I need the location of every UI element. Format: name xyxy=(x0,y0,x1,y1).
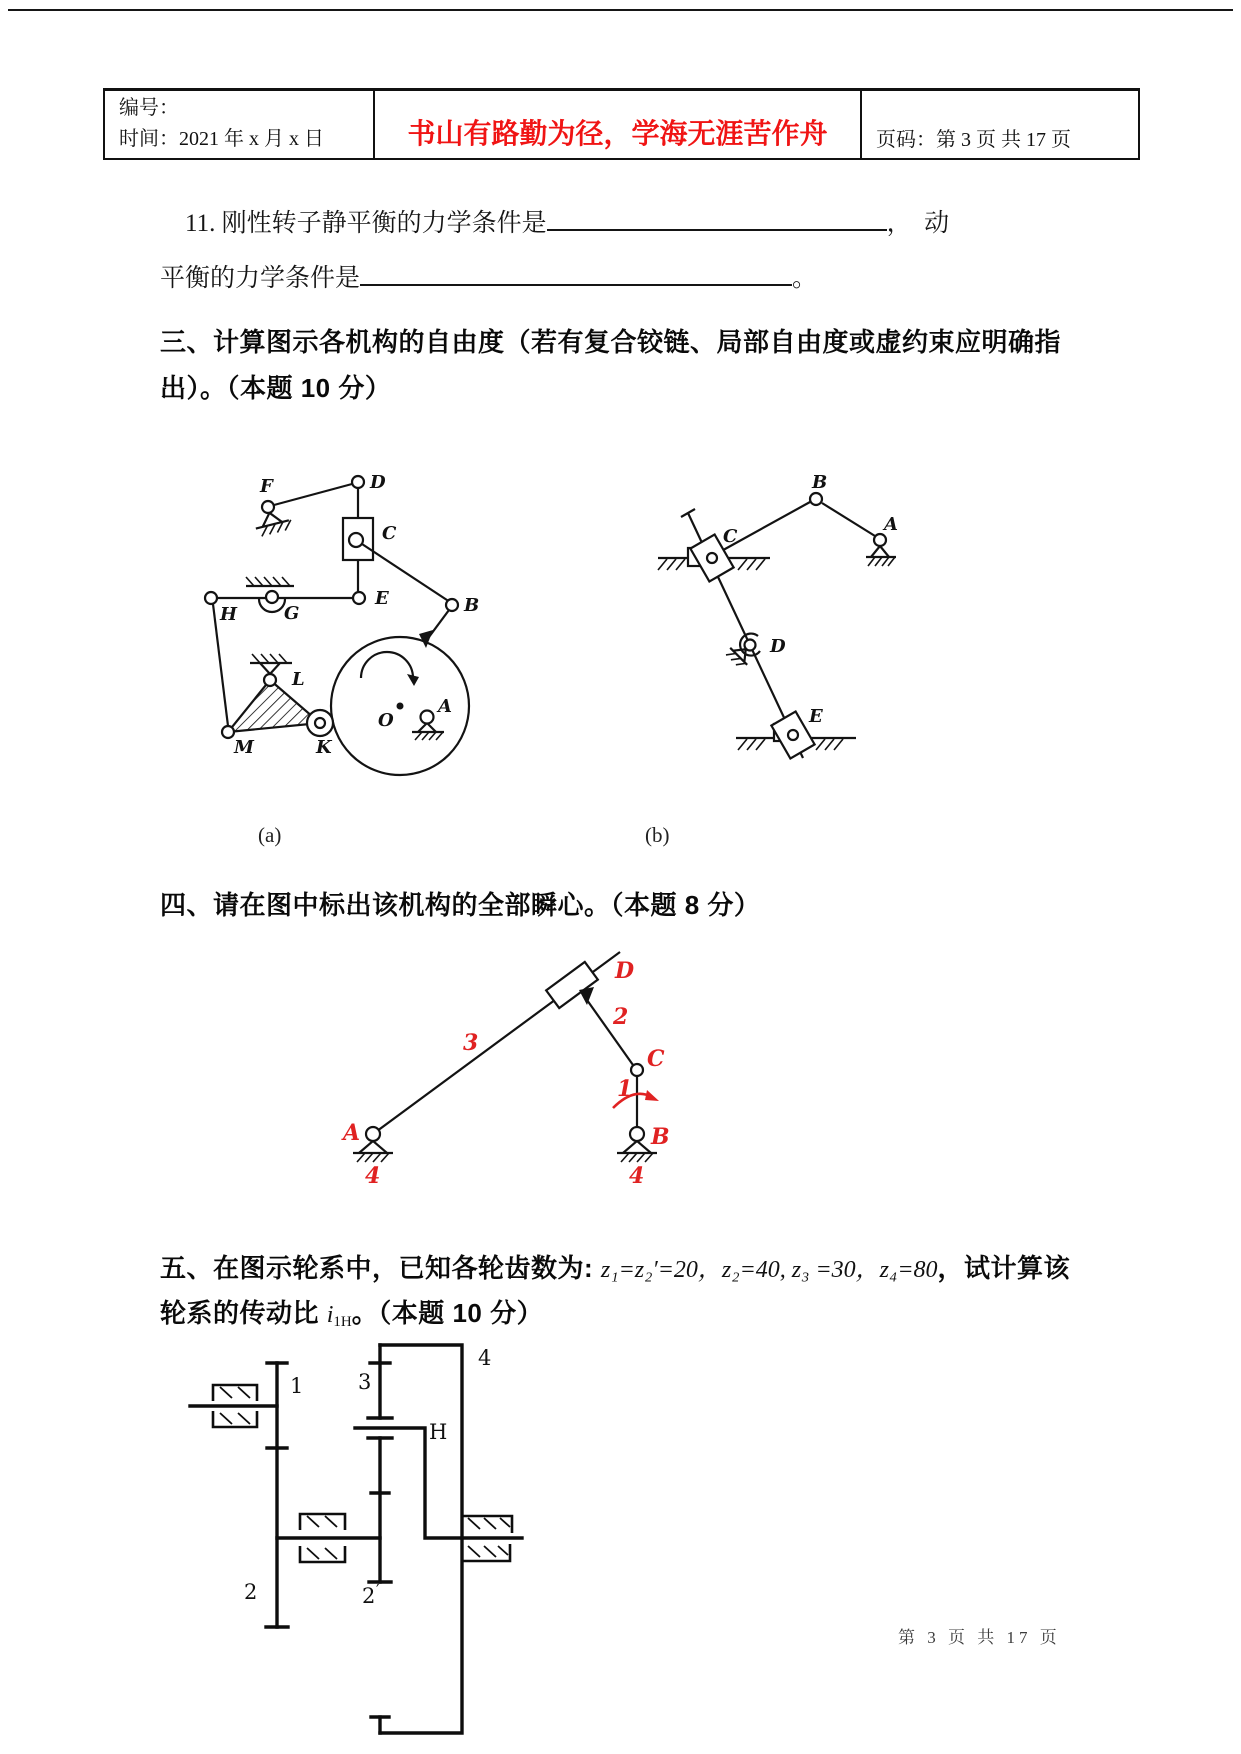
pivot-l-ground xyxy=(250,654,292,674)
header-time-label: 时间：2021 年 x 月 x 日 xyxy=(119,128,324,150)
section-5-heading-line1 xyxy=(160,1248,1070,1285)
s5-post: ，试计算该 xyxy=(937,1253,1071,1283)
header-no-label: 编号： xyxy=(119,97,179,119)
label-c: C xyxy=(382,523,397,544)
header-cell-meta xyxy=(105,91,375,158)
joint-b xyxy=(810,493,822,505)
label-b: B xyxy=(464,595,480,616)
top-rule xyxy=(8,9,1233,11)
label-gear-1: 1 xyxy=(290,1374,304,1398)
joint-h xyxy=(205,592,217,604)
joint-c xyxy=(707,553,717,563)
label-d: D xyxy=(770,636,786,657)
s5-l2-post: 。（本题 10 分） xyxy=(351,1298,544,1328)
label-3: 3 xyxy=(463,1030,479,1056)
label-gear-2: 2 xyxy=(244,1580,258,1604)
question-11-line2 xyxy=(160,262,817,294)
section-3-heading-line1: 三、计算图示各机构的自由度（若有复合铰链、局部自由度或虚约束应明确指 xyxy=(160,327,1062,357)
header-table xyxy=(103,88,1140,160)
joint-a xyxy=(421,711,434,724)
label-e: E xyxy=(375,588,389,609)
label-carrier-h: H xyxy=(429,1420,448,1444)
link-fd xyxy=(274,484,352,505)
label-c: C xyxy=(723,526,738,547)
label-gear-3: 3 xyxy=(358,1370,372,1394)
s5-ratio-sub: 1H xyxy=(333,1314,352,1331)
label-gear-4: 4 xyxy=(478,1346,492,1370)
s5-pre: 五、在图示轮系中，已知各轮齿数为: xyxy=(160,1253,601,1283)
mechanism-diagram-a xyxy=(172,420,494,758)
label-d: D xyxy=(370,472,386,493)
label-g: G xyxy=(284,603,300,624)
joint-l xyxy=(264,674,276,686)
q11-blank-2 xyxy=(360,262,792,286)
header-cell-slogan xyxy=(375,91,862,158)
s5-formula: z₁=z₂′=20，z₂=40, z₃ =30，z₄=80 xyxy=(600,1257,938,1283)
joint-c xyxy=(349,533,363,547)
joint-c xyxy=(631,1064,643,1076)
label-a: A xyxy=(343,1120,361,1146)
label-b: B xyxy=(812,472,828,493)
header-slogan: 书山有路勤为径，学海无涯苦作舟 xyxy=(407,119,828,150)
q11-line1-text: 11. 刚性转子静平衡的力学条件是 xyxy=(185,210,547,237)
joint-g xyxy=(266,591,278,603)
label-gear-2p-prime: ′ xyxy=(376,1581,380,1599)
question-11-line1 xyxy=(185,207,949,239)
caption-b: (b) xyxy=(645,823,670,847)
pivot-f-ground xyxy=(253,508,293,537)
joint-b xyxy=(630,1127,644,1141)
pin-d-triangle xyxy=(579,987,594,1005)
header-page-info: 页码：第 3 页 共 17 页 xyxy=(876,129,1071,151)
label-h: H xyxy=(220,604,238,625)
q11-line1-tail: ， 动 xyxy=(886,210,950,237)
label-l: L xyxy=(292,669,305,690)
q11-line2-tail: 。 xyxy=(792,265,818,292)
joint-m xyxy=(222,726,234,738)
joint-e xyxy=(788,730,798,740)
roller-k-inner xyxy=(315,718,325,728)
label-b: B xyxy=(651,1124,670,1150)
wheel-center-dot xyxy=(397,703,404,710)
joint-d xyxy=(745,640,756,651)
section-5-heading-line2 xyxy=(160,1293,543,1331)
pivot-a-ground xyxy=(866,546,896,566)
label-m: M xyxy=(234,737,254,758)
label-a: A xyxy=(438,696,452,717)
label-1: 1 xyxy=(617,1076,633,1102)
label-c: C xyxy=(647,1046,665,1072)
instant-centers-diagram xyxy=(295,940,673,1198)
label-4-right: 4 xyxy=(629,1163,645,1189)
slider-block-d xyxy=(546,962,598,1008)
joint-a xyxy=(874,534,886,546)
label-4-left: 4 xyxy=(365,1163,381,1189)
footer-page-number: 第 3 页 共 17 页 xyxy=(898,1628,1061,1647)
label-d: D xyxy=(615,958,635,984)
label-e: E xyxy=(809,706,823,727)
joint-f xyxy=(262,501,274,513)
label-a: A xyxy=(884,514,898,535)
caption-a: (a) xyxy=(258,823,282,847)
section-3-heading-line2: 出）。（本题 10 分） xyxy=(160,373,392,403)
header-cell-page xyxy=(862,91,1136,158)
label-f: F xyxy=(260,476,273,497)
s5-ratio-i: i xyxy=(326,1302,334,1328)
gear-train-diagram xyxy=(182,1335,534,1753)
link-ba xyxy=(822,503,875,536)
joint-a xyxy=(366,1127,380,1141)
q11-line2-text: 平衡的力学条件是 xyxy=(160,265,361,292)
mechanism-diagram-b xyxy=(588,428,900,764)
section-4-heading: 四、请在图中标出该机构的全部瞬心。（本题 8 分） xyxy=(160,890,761,920)
label-o: O xyxy=(378,710,394,731)
joint-b xyxy=(446,599,458,611)
label-gear-2p: 2 xyxy=(362,1584,376,1608)
joint-d xyxy=(352,476,364,488)
joint-e xyxy=(353,592,365,604)
label-2: 2 xyxy=(613,1004,629,1030)
drive-arrowhead xyxy=(645,1090,659,1101)
s5-l2-pre: 轮系的传动比 xyxy=(160,1298,327,1328)
q11-blank-1 xyxy=(547,207,887,231)
label-k: K xyxy=(316,737,332,758)
rod-end-cap xyxy=(681,509,695,517)
